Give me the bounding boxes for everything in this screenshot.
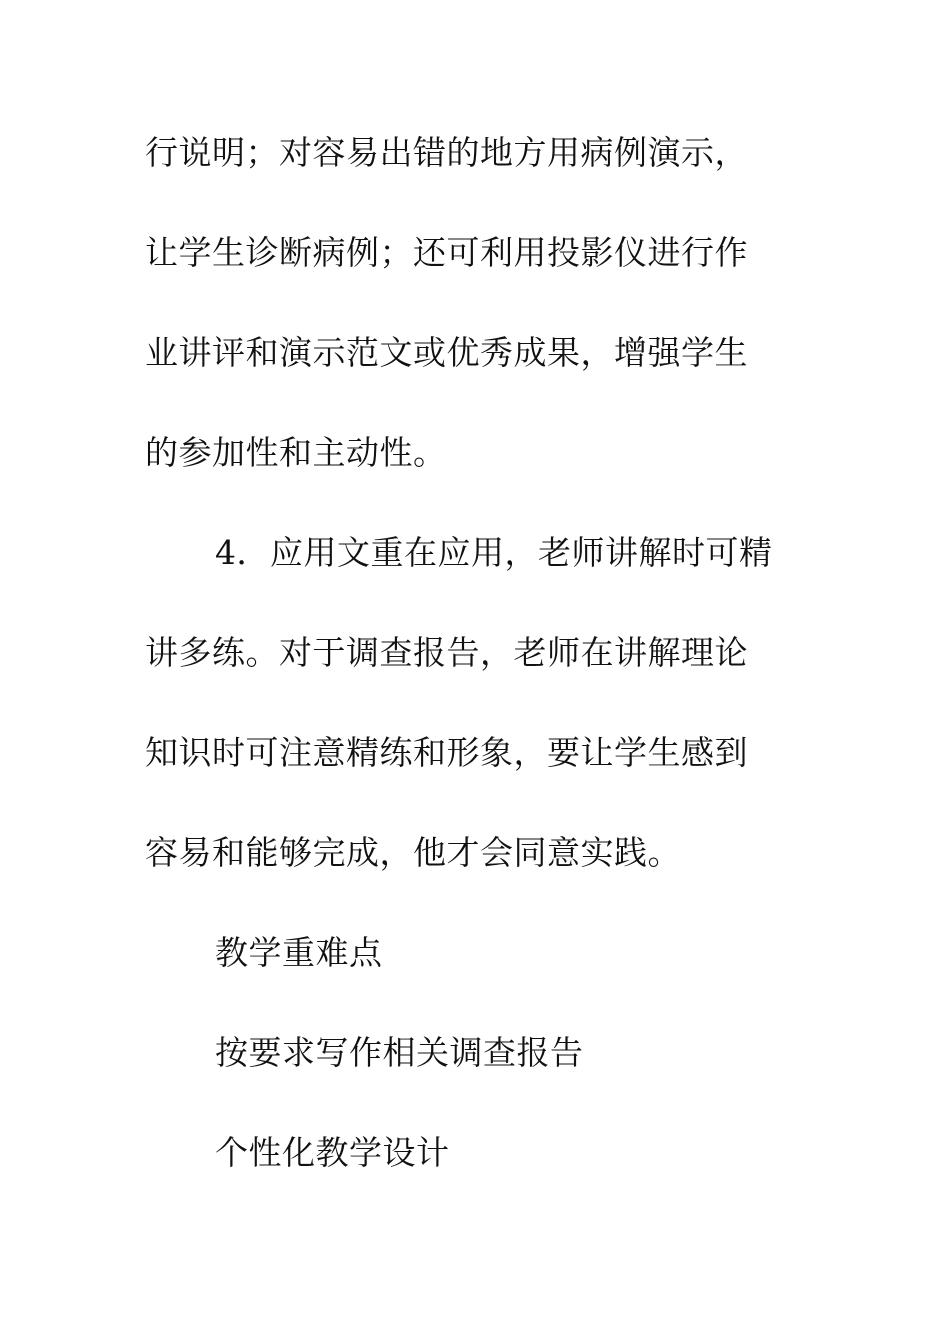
- paragraph-line: 4．应用文重在应用，老师讲解时可精: [215, 533, 773, 572]
- paragraph-line: 业讲评和演示范文或优秀成果，增强学生: [145, 333, 748, 372]
- paragraph-line: 容易和能够完成，他才会同意实践。: [145, 833, 681, 872]
- paragraph-line: 的参加性和主动性。: [145, 433, 447, 472]
- paragraph-line: 按要求写作相关调查报告: [215, 1033, 584, 1072]
- section-heading-key-points: 教学重难点: [215, 933, 383, 972]
- paragraph-line: 行说明；对容易出错的地方用病例演示，: [145, 133, 748, 172]
- paragraph-line: 让学生诊断病例；还可利用投影仪进行作: [145, 233, 748, 272]
- section-heading-personalized-design: 个性化教学设计: [215, 1133, 450, 1172]
- paragraph-line: 讲多练。对于调查报告，老师在讲解理论: [145, 633, 748, 672]
- paragraph-line: 知识时可注意精练和形象，要让学生感到: [145, 733, 748, 772]
